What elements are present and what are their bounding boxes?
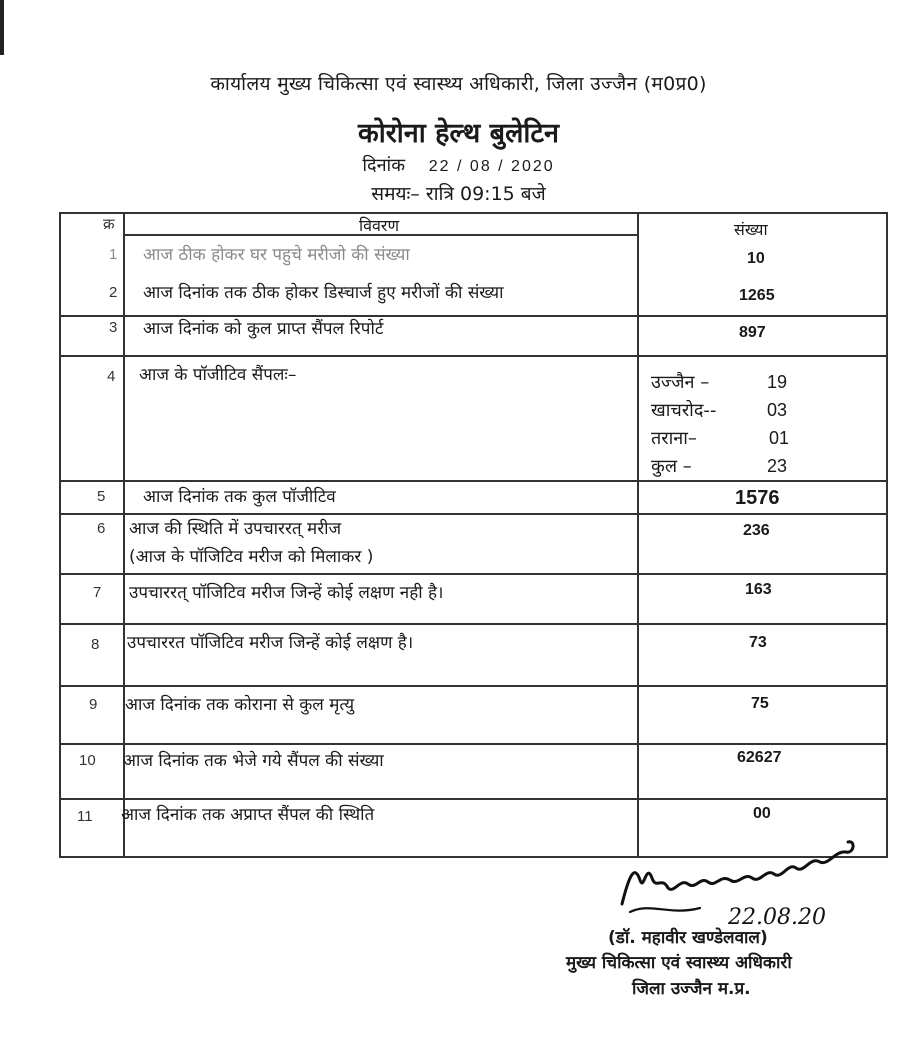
row-10-description: आज दिनांक तक भेजे गये सैंपल की संख्या [123, 751, 384, 771]
breakdown-khachrod-label: खाचरोद-- [651, 400, 717, 421]
row-6-number: 6 [97, 520, 106, 537]
row-7-value: 163 [745, 581, 772, 598]
row-9-value: 75 [751, 695, 769, 712]
row-8-description: उपचाररत पॉजिटिव मरीज जिन्हें कोई लक्षण है। [127, 633, 414, 653]
row-2-value: 1265 [739, 287, 775, 304]
row-8-value: 73 [749, 634, 767, 651]
column-header-serial: क्र [103, 216, 115, 233]
signatory-name: (डॉ. महावीर खण्डेलवाल) [608, 928, 768, 948]
time-line [0, 180, 917, 206]
row-divider [59, 743, 888, 745]
row-2-description: आज दिनांक तक ठीक होकर डिस्चार्ज हुए मरीजों की संख्या [143, 283, 504, 303]
row-10-number: 10 [79, 752, 96, 769]
time-label: समयः– [371, 183, 420, 205]
table-border-left [59, 212, 61, 858]
row-11-number: 11 [77, 808, 93, 825]
breakdown-total-count: 23 [767, 456, 788, 476]
date-line [0, 153, 917, 177]
row-11-value: 00 [753, 805, 771, 822]
breakdown-tarana-label: तराना– [651, 428, 697, 449]
row-3-number: 3 [109, 319, 118, 336]
bulletin-table [59, 212, 888, 858]
row-5-description: आज दिनांक तक कुल पॉजीटिव [143, 487, 336, 507]
row-5-value: 1576 [735, 487, 780, 509]
breakdown-total-label: कुल – [651, 456, 692, 477]
row-5-number: 5 [97, 488, 106, 505]
breakdown-khachrod-count: 03 [767, 400, 788, 420]
office-heading: कार्यालय मुख्य चिकित्सा एवं स्वास्थ्य अधिकारी, जिला उज्जैन (म0प्र0) [210, 73, 707, 95]
row-2-number: 2 [109, 284, 118, 301]
row-divider [59, 355, 888, 357]
time-value: रात्रि 09:15 बजे [425, 183, 546, 205]
date-label: दिनांक [362, 155, 406, 176]
row-4-description: आज के पॉजीटिव सैंपलः– [139, 365, 297, 385]
row-9-description: आज दिनांक तक कोराना से कुल मृत्यु [125, 695, 355, 715]
row-10-value: 62627 [737, 749, 782, 766]
row-7-description: उपचाररत् पॉजिटिव मरीज जिन्हें कोई लक्षण नही है। [129, 583, 444, 603]
column-header-count: संख्या [734, 220, 768, 239]
row-3-description: आज दिनांक को कुल प्राप्त सैंपल रिपोर्ट [143, 319, 384, 339]
row-divider [59, 513, 888, 515]
date-value: 22 / 08 / 2020 [428, 158, 555, 175]
breakdown-ujjain-count: 19 [767, 372, 788, 392]
row-divider [59, 685, 888, 687]
row-9-number: 9 [89, 696, 98, 713]
table-border-top [59, 212, 888, 214]
row-6-description-note: (आज के पॉजिटिव मरीज को मिलाकर ) [129, 547, 374, 567]
signature-date: 22.08.20 [728, 905, 826, 930]
signatory-location: जिला उज्जैन म.प्र. [632, 979, 751, 999]
column-divider-count [637, 212, 639, 858]
row-11-description: आज दिनांक तक अप्राप्त सैंपल की स्थिति [121, 805, 375, 825]
row-7-number: 7 [93, 584, 102, 601]
table-border-right [886, 212, 888, 858]
breakdown-ujjain-label: उज्जैन – [651, 372, 710, 393]
row-6-value: 236 [743, 522, 770, 539]
breakdown-tarana-count: 01 [769, 428, 790, 448]
scan-edge-mark [0, 0, 4, 55]
row-divider [59, 480, 888, 482]
row-6-description: आज की स्थिति में उपचाररत् मरीज [129, 519, 342, 539]
row-divider [59, 573, 888, 575]
row-4-number: 4 [107, 368, 116, 385]
row-8-number: 8 [91, 636, 100, 653]
handwritten-signature [610, 832, 870, 932]
row-1-value: 10 [747, 250, 765, 267]
row-divider [59, 623, 888, 625]
row-1-number: 1 [109, 246, 118, 263]
column-header-description: विवरण [359, 216, 400, 235]
row-divider [59, 798, 888, 800]
row-3-value: 897 [739, 324, 766, 341]
bulletin-title: कोरोना हेल्थ बुलेटिन [358, 118, 559, 149]
signatory-designation: मुख्य चिकित्सा एवं स्वास्थ्य अधिकारी [566, 953, 792, 973]
row-1-description: आज ठीक होकर घर पहुचे मरीजो की संख्या [143, 245, 410, 265]
